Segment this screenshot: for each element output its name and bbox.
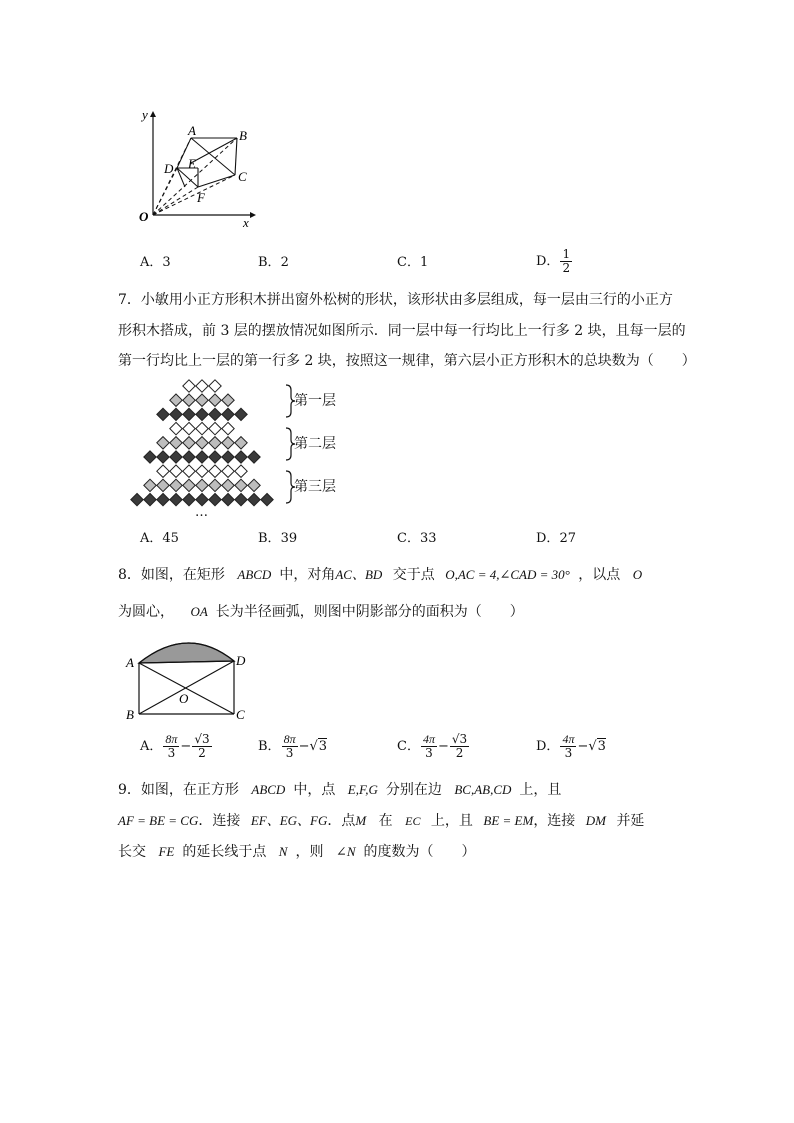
q8-option-b-rad: 3 <box>318 738 328 754</box>
tree-block <box>170 437 182 449</box>
tree-block <box>183 408 195 420</box>
tree-block <box>157 408 169 420</box>
tree-block <box>144 493 156 505</box>
q8-line-1-g: ，以点 <box>578 567 621 583</box>
q8-option-b <box>258 733 327 760</box>
q8-option-d-num-1: 4π <box>562 732 575 746</box>
q7-option-b <box>258 529 297 549</box>
q9-line-2 <box>118 811 644 831</box>
q8-label-B: B <box>126 707 134 722</box>
tree-block <box>235 437 247 449</box>
q8-line-1-b: ABCD <box>237 567 272 582</box>
q6-label-D: D <box>164 161 174 176</box>
q6-option-a-letter: A． <box>140 255 163 270</box>
q8-line-1-e: 交于点 <box>392 567 435 583</box>
q8-option-a-den-2: 2 <box>198 746 206 760</box>
tree-block <box>222 451 234 463</box>
q9-line-1-a: 9．如图，在正方形 <box>118 782 239 798</box>
tree-block <box>196 437 208 449</box>
tree-block <box>170 451 182 463</box>
q7-line-2: 形积木搭成，前 3 层的摆放情况如图所示．同一层中每一行均比上一行多 2 块，且每一层的 <box>118 323 686 339</box>
tree-block <box>222 422 234 434</box>
q6-option-d-num: 1 <box>562 247 571 261</box>
q9-line-2-i: BE = EM <box>483 813 534 828</box>
q9-line-3-a: 长交 <box>118 844 146 860</box>
q6-option-a-value: 3 <box>162 255 171 270</box>
q9-line-1 <box>118 780 561 800</box>
q9-line-3-d: N <box>278 844 288 859</box>
q9-line-3-c: 的延长线于点 <box>182 844 267 860</box>
q6-option-d-den: 2 <box>562 261 571 275</box>
tree-block <box>144 451 156 463</box>
q8-rectangle-figure <box>120 630 260 725</box>
q6-option-d-fraction <box>560 248 572 275</box>
q9-line-1-f: BC,AB,CD <box>454 782 512 797</box>
q9-line-1-b: ABCD <box>251 782 286 797</box>
q7-option-d-letter: D． <box>536 531 560 546</box>
q8-option-d-letter: D． <box>536 738 560 754</box>
q8-option-b-den-1: 3 <box>285 746 294 760</box>
tree-block <box>222 479 234 491</box>
tree-block <box>183 437 195 449</box>
q8-line-2-c: 长为半径画弧，则图中阴影部分的面积为（ ） <box>215 604 524 620</box>
q8-option-d-den-1: 3 <box>564 746 573 760</box>
q8-line-1 <box>118 565 642 585</box>
q8-option-b-sqrt: √3 <box>309 738 328 754</box>
q9-line-2-j: ，连接 <box>533 813 576 829</box>
q7-option-c <box>397 529 437 549</box>
q8-option-c-letter: C． <box>397 738 420 754</box>
q7-option-c-value: 33 <box>419 531 437 546</box>
q6-option-b-letter: B． <box>258 255 281 270</box>
tree-block <box>209 437 221 449</box>
tree-block <box>222 437 234 449</box>
tree-block <box>209 451 221 463</box>
q9-line-2-c: EF、EG、FG <box>250 813 328 828</box>
tree-block <box>157 451 169 463</box>
tree-block <box>170 422 182 434</box>
q7-ellipsis: … <box>195 505 208 520</box>
tree-block <box>196 408 208 420</box>
q8-option-d-frac-1 <box>560 733 576 760</box>
q8-option-c-frac-1 <box>421 733 437 760</box>
q9-line-2-k: DM <box>585 813 606 828</box>
tree-block <box>222 408 234 420</box>
tree-block <box>170 465 182 477</box>
q7-layer-1-label: 第一层 <box>294 393 336 409</box>
q7-option-a-letter: A． <box>140 531 163 546</box>
q9-line-1-d: E,F,G <box>347 782 378 797</box>
q8-option-a-op: − <box>180 738 192 754</box>
q6-label-A: A <box>188 123 196 138</box>
tree-block <box>235 493 247 505</box>
q6-coordinate-figure <box>125 105 265 230</box>
q9-line-2-e: M <box>355 813 367 828</box>
tree-block <box>222 493 234 505</box>
q7-option-d-value: 27 <box>559 531 576 546</box>
q8-option-c-den-2: 2 <box>455 746 464 760</box>
tree-block <box>196 394 208 406</box>
tree-block <box>209 479 221 491</box>
tree-block <box>235 465 247 477</box>
q8-option-b-letter: B． <box>258 738 281 754</box>
tree-block <box>248 479 260 491</box>
q8-option-d-op: − <box>577 738 589 754</box>
q8-option-d <box>536 733 606 760</box>
q9-line-3-e: ，则 <box>295 844 324 860</box>
tree-block <box>209 380 221 392</box>
q6-option-c <box>397 253 428 273</box>
tree-block <box>235 479 247 491</box>
tree-block <box>209 493 221 505</box>
tree-block <box>183 465 195 477</box>
q6-label-y: y <box>142 107 148 122</box>
q8-option-c-den-1: 3 <box>425 746 433 760</box>
tree-block <box>196 465 208 477</box>
q6-option-c-value: 1 <box>419 255 429 270</box>
q7-option-c-letter: C． <box>397 531 420 546</box>
tree-block <box>222 394 234 406</box>
q9-line-2-b: ．连接 <box>198 813 241 829</box>
tree-block <box>196 380 208 392</box>
q8-label-A: A <box>126 655 134 670</box>
q8-option-c-frac-2 <box>450 733 469 760</box>
q9-line-2-h: 上，且 <box>430 813 473 829</box>
tree-block <box>170 408 182 420</box>
q8-line-2-a: 为圆心， <box>118 604 174 620</box>
q8-line-1-a: 8．如图，在矩形 <box>118 567 225 583</box>
q9-line-2-a: AF = BE = CG <box>118 813 199 828</box>
tree-block <box>209 422 221 434</box>
q8-option-b-num-1: 8π <box>283 732 296 746</box>
q8-line-1-c: 中，对角 <box>279 567 336 583</box>
tree-block <box>209 465 221 477</box>
tree-block <box>157 479 169 491</box>
tree-block <box>144 479 156 491</box>
q6-label-C: C <box>238 169 247 184</box>
tree-block <box>196 422 208 434</box>
tree-block <box>261 493 273 505</box>
tree-block <box>183 479 195 491</box>
q7-option-a <box>140 529 179 549</box>
q8-option-b-frac-1 <box>282 733 298 760</box>
q6-label-B: B <box>239 128 247 143</box>
tree-block <box>170 479 182 491</box>
tree-block <box>248 493 260 505</box>
tree-block <box>157 493 169 505</box>
q8-line-1-h: O <box>632 567 643 582</box>
q8-option-a-frac-1 <box>163 733 179 760</box>
tree-block <box>183 422 195 434</box>
q8-label-D: D <box>236 653 246 668</box>
q9-line-2-l: 并延 <box>616 813 645 829</box>
q6-label-F: F <box>197 190 205 205</box>
tree-block <box>248 451 260 463</box>
q7-layer-2-label: 第二层 <box>294 436 336 452</box>
q8-option-b-op: − <box>298 738 310 754</box>
tree-block <box>131 493 143 505</box>
q8-label-O: O <box>179 691 189 706</box>
q8-option-a-num-1: 8π <box>165 732 178 746</box>
tree-block <box>235 451 247 463</box>
q6-option-d <box>536 248 573 275</box>
tree-block <box>183 451 195 463</box>
q8-option-a-num-2: √3 <box>194 732 210 746</box>
q7-option-b-value: 39 <box>280 531 298 546</box>
q7-layer-3-label: 第三层 <box>294 479 336 495</box>
q6-label-O: O <box>139 209 149 224</box>
q8-option-c-op: − <box>437 738 449 754</box>
tree-block <box>183 493 195 505</box>
q8-option-c-num-2: √3 <box>451 732 468 746</box>
q9-line-1-e: 分别在边 <box>385 782 442 798</box>
q6-label-x: x <box>243 215 249 230</box>
q8-label-C: C <box>236 707 245 722</box>
q8-option-d-sqrt: √3 <box>588 738 606 754</box>
q7-line-3: 第一行均比上一层的第一行多 2 块，按照这一规律，第六层小正方形积木的总块数为（ ） <box>118 353 696 369</box>
q9-line-3-b: FE <box>158 844 175 859</box>
tree-block <box>170 493 182 505</box>
tree-block <box>183 394 195 406</box>
q7-layer-labels <box>284 384 354 506</box>
tree-block <box>235 408 247 420</box>
tree-block <box>183 380 195 392</box>
q9-line-2-f: 在 <box>378 813 393 829</box>
q7-option-a-value: 45 <box>162 531 179 546</box>
q9-line-2-d: ．点 <box>327 813 356 829</box>
q6-option-c-letter: C． <box>397 255 420 270</box>
tree-block <box>170 394 182 406</box>
q6-option-b-value: 2 <box>280 255 289 270</box>
q8-option-c <box>397 733 470 760</box>
q8-option-a-frac-2 <box>192 733 211 760</box>
q6-option-a <box>140 253 171 273</box>
q8-option-d-rad: 3 <box>597 738 606 754</box>
tree-block <box>209 394 221 406</box>
tree-block <box>157 437 169 449</box>
q6-label-E: E <box>188 156 196 171</box>
q6-option-b <box>258 253 289 273</box>
q7-option-d <box>536 529 576 549</box>
q9-line-3 <box>118 842 476 862</box>
q7-line-1: 7．小敏用小正方形积木拼出窗外松树的形状，该形状由多层组成，每一层由三行的小正方 <box>118 292 673 308</box>
q8-line-2 <box>118 602 524 622</box>
q9-line-3-f: ∠N <box>335 844 356 859</box>
q8-option-a-den-1: 3 <box>167 746 176 760</box>
q9-line-2-g: EC <box>405 814 421 828</box>
q8-option-a <box>140 733 213 760</box>
q6-option-d-letter: D． <box>536 253 560 269</box>
tree-block <box>196 451 208 463</box>
tree-block <box>222 465 234 477</box>
q8-line-2-b: OA <box>190 604 208 619</box>
q9-line-1-g: 上，且 <box>519 782 562 798</box>
tree-block <box>157 465 169 477</box>
q7-option-b-letter: B． <box>258 531 281 546</box>
q8-option-c-num-1: 4π <box>422 732 435 746</box>
q8-line-1-f: O,AC = 4,∠CAD = 30° <box>445 567 570 582</box>
q9-line-3-g: 的度数为（ ） <box>363 844 476 860</box>
tree-block <box>209 408 221 420</box>
q8-option-a-letter: A． <box>140 738 163 754</box>
tree-block <box>196 479 208 491</box>
q8-line-1-d: AC、BD <box>335 567 383 582</box>
q9-line-1-c: 中，点 <box>293 782 336 798</box>
